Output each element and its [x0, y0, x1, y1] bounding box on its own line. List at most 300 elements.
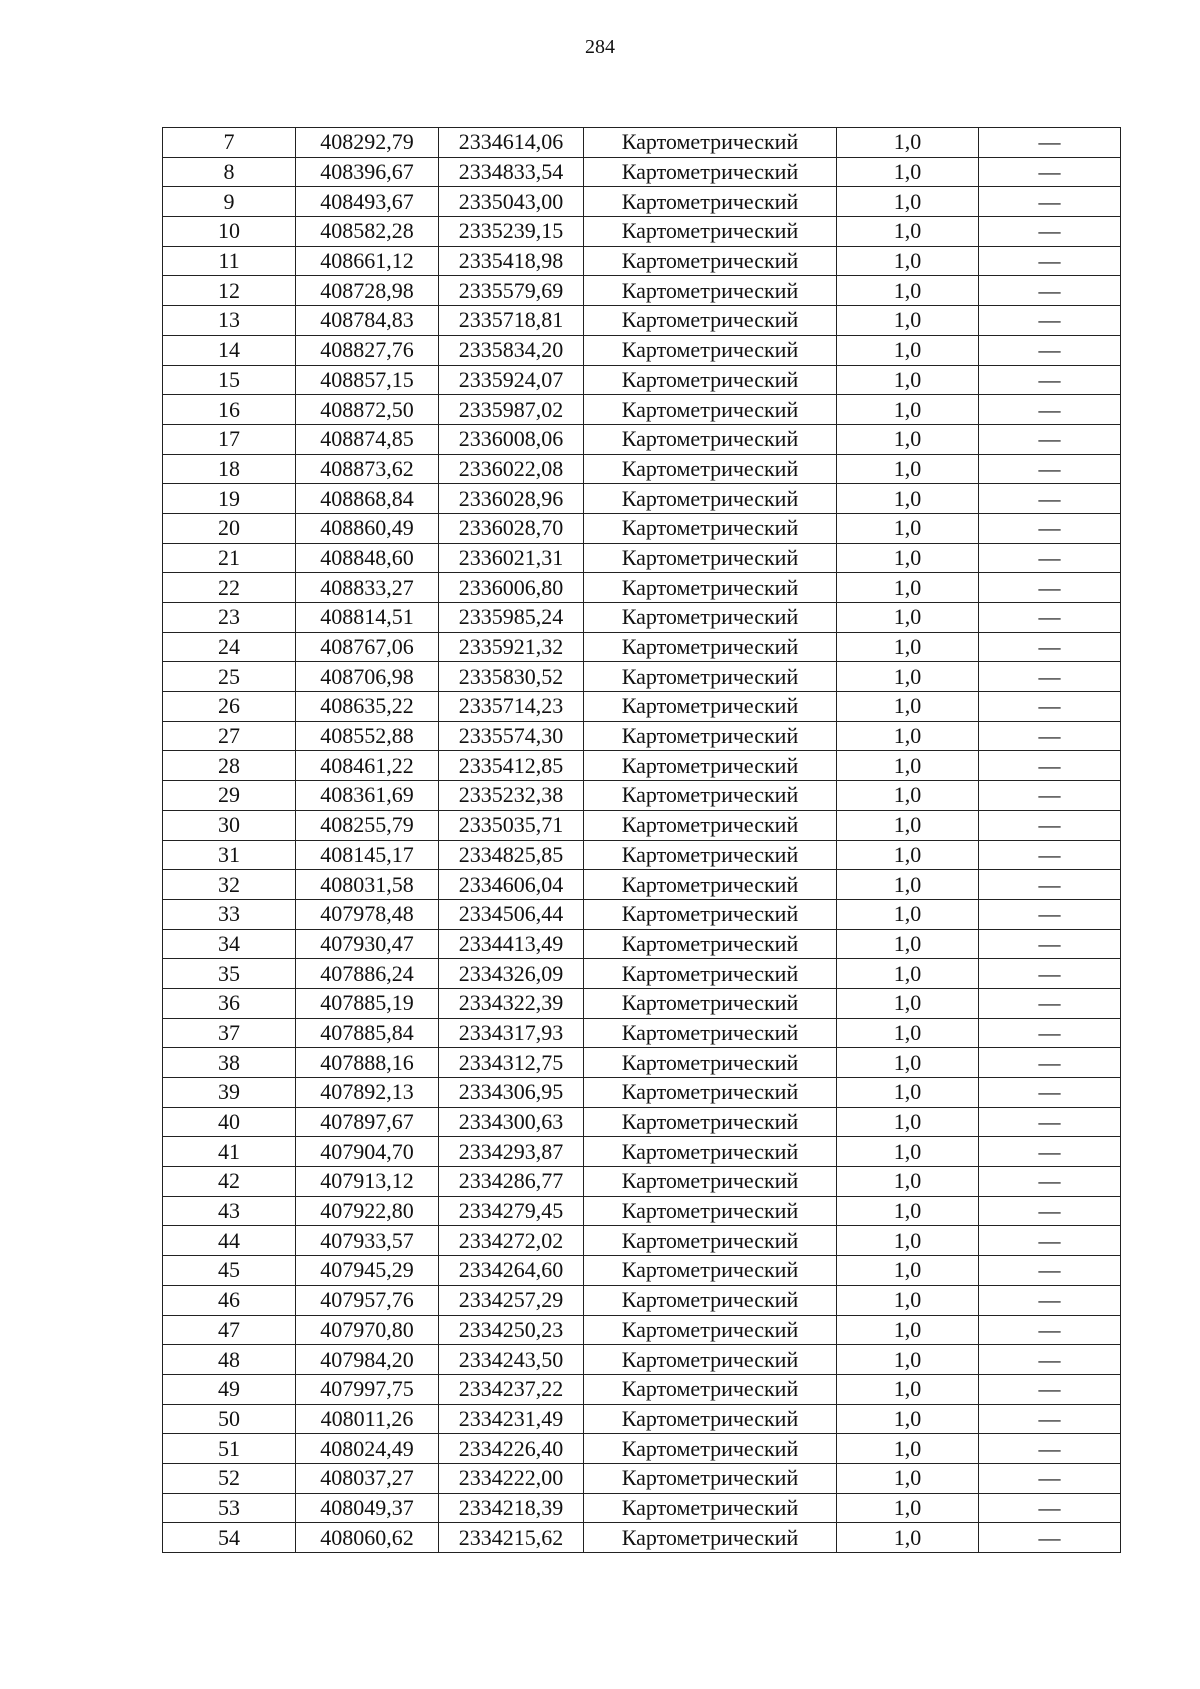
point-number-cell: 37: [163, 1018, 296, 1048]
note-cell: —: [979, 751, 1121, 781]
point-number-cell: 29: [163, 781, 296, 811]
y-coordinate-cell: 2334215,62: [439, 1523, 584, 1553]
y-coordinate-cell: 2334250,23: [439, 1315, 584, 1345]
x-coordinate-cell: 407885,19: [296, 988, 439, 1018]
note-cell: —: [979, 929, 1121, 959]
point-number-cell: 41: [163, 1137, 296, 1167]
x-coordinate-cell: 408635,22: [296, 692, 439, 722]
point-number-cell: 25: [163, 662, 296, 692]
accuracy-cell: 1,0: [837, 395, 979, 425]
method-cell: Картометрический: [584, 1107, 837, 1137]
note-cell: —: [979, 840, 1121, 870]
method-cell: Картометрический: [584, 1256, 837, 1286]
table-row: [163, 1285, 1121, 1315]
table-row: [163, 1493, 1121, 1523]
method-cell: Картометрический: [584, 395, 837, 425]
method-cell: Картометрический: [584, 1523, 837, 1553]
table-row: [163, 395, 1121, 425]
accuracy-cell: 1,0: [837, 1018, 979, 1048]
method-cell: Картометрический: [584, 721, 837, 751]
y-coordinate-cell: 2335239,15: [439, 217, 584, 247]
accuracy-cell: 1,0: [837, 573, 979, 603]
accuracy-cell: 1,0: [837, 632, 979, 662]
y-coordinate-cell: 2334257,29: [439, 1285, 584, 1315]
y-coordinate-cell: 2336028,70: [439, 513, 584, 543]
x-coordinate-cell: 408874,85: [296, 424, 439, 454]
method-cell: Картометрический: [584, 246, 837, 276]
x-coordinate-cell: 408833,27: [296, 573, 439, 603]
note-cell: —: [979, 1493, 1121, 1523]
x-coordinate-cell: 407984,20: [296, 1345, 439, 1375]
point-number-cell: 36: [163, 988, 296, 1018]
accuracy-cell: 1,0: [837, 1137, 979, 1167]
x-coordinate-cell: 408011,26: [296, 1404, 439, 1434]
y-coordinate-cell: 2336028,96: [439, 484, 584, 514]
point-number-cell: 33: [163, 899, 296, 929]
point-number-cell: 44: [163, 1226, 296, 1256]
note-cell: —: [979, 217, 1121, 247]
x-coordinate-cell: 408493,67: [296, 187, 439, 217]
accuracy-cell: 1,0: [837, 692, 979, 722]
x-coordinate-cell: 407933,57: [296, 1226, 439, 1256]
note-cell: —: [979, 1285, 1121, 1315]
note-cell: —: [979, 1167, 1121, 1197]
y-coordinate-cell: 2335987,02: [439, 395, 584, 425]
y-coordinate-cell: 2335412,85: [439, 751, 584, 781]
table-row: [163, 1434, 1121, 1464]
x-coordinate-cell: 408860,49: [296, 513, 439, 543]
y-coordinate-cell: 2335834,20: [439, 335, 584, 365]
method-cell: Картометрический: [584, 632, 837, 662]
point-number-cell: 11: [163, 246, 296, 276]
y-coordinate-cell: 2335830,52: [439, 662, 584, 692]
table-row: [163, 513, 1121, 543]
x-coordinate-cell: 407888,16: [296, 1048, 439, 1078]
table-row: [163, 1226, 1121, 1256]
point-number-cell: 12: [163, 276, 296, 306]
note-cell: —: [979, 1434, 1121, 1464]
accuracy-cell: 1,0: [837, 899, 979, 929]
point-number-cell: 19: [163, 484, 296, 514]
point-number-cell: 20: [163, 513, 296, 543]
accuracy-cell: 1,0: [837, 1256, 979, 1286]
x-coordinate-cell: 408661,12: [296, 246, 439, 276]
note-cell: —: [979, 662, 1121, 692]
table-row: [163, 959, 1121, 989]
table-row: [163, 246, 1121, 276]
point-number-cell: 31: [163, 840, 296, 870]
page-number: 284: [585, 36, 615, 58]
method-cell: Картометрический: [584, 1345, 837, 1375]
table-row: [163, 692, 1121, 722]
method-cell: Картометрический: [584, 484, 837, 514]
x-coordinate-cell: 408396,67: [296, 157, 439, 187]
point-number-cell: 51: [163, 1434, 296, 1464]
table-row: [163, 1048, 1121, 1078]
table-row: [163, 1196, 1121, 1226]
note-cell: —: [979, 395, 1121, 425]
y-coordinate-cell: 2334606,04: [439, 870, 584, 900]
point-number-cell: 8: [163, 157, 296, 187]
note-cell: —: [979, 1078, 1121, 1108]
y-coordinate-cell: 2334286,77: [439, 1167, 584, 1197]
note-cell: —: [979, 276, 1121, 306]
table-row: [163, 1078, 1121, 1108]
y-coordinate-cell: 2334243,50: [439, 1345, 584, 1375]
accuracy-cell: 1,0: [837, 335, 979, 365]
y-coordinate-cell: 2334322,39: [439, 988, 584, 1018]
method-cell: Картометрический: [584, 1018, 837, 1048]
table-row: [163, 1137, 1121, 1167]
accuracy-cell: 1,0: [837, 1285, 979, 1315]
y-coordinate-cell: 2334231,49: [439, 1404, 584, 1434]
note-cell: —: [979, 484, 1121, 514]
method-cell: Картометрический: [584, 781, 837, 811]
method-cell: Картометрический: [584, 840, 837, 870]
note-cell: —: [979, 543, 1121, 573]
table-row: [163, 365, 1121, 395]
point-number-cell: 46: [163, 1285, 296, 1315]
accuracy-cell: 1,0: [837, 187, 979, 217]
y-coordinate-cell: 2334272,02: [439, 1226, 584, 1256]
note-cell: —: [979, 513, 1121, 543]
table-row: [163, 1463, 1121, 1493]
method-cell: Картометрический: [584, 424, 837, 454]
x-coordinate-cell: 408827,76: [296, 335, 439, 365]
point-number-cell: 30: [163, 810, 296, 840]
method-cell: Картометрический: [584, 1048, 837, 1078]
table-row: [163, 1256, 1121, 1286]
x-coordinate-cell: 407978,48: [296, 899, 439, 929]
table-row: [163, 632, 1121, 662]
method-cell: Картометрический: [584, 692, 837, 722]
point-number-cell: 10: [163, 217, 296, 247]
x-coordinate-cell: 407930,47: [296, 929, 439, 959]
point-number-cell: 21: [163, 543, 296, 573]
accuracy-cell: 1,0: [837, 246, 979, 276]
accuracy-cell: 1,0: [837, 484, 979, 514]
table-row: [163, 1345, 1121, 1375]
y-coordinate-cell: 2335718,81: [439, 306, 584, 336]
table-row: [163, 662, 1121, 692]
point-number-cell: 48: [163, 1345, 296, 1375]
point-number-cell: 52: [163, 1463, 296, 1493]
y-coordinate-cell: 2334413,49: [439, 929, 584, 959]
accuracy-cell: 1,0: [837, 1048, 979, 1078]
y-coordinate-cell: 2336006,80: [439, 573, 584, 603]
point-number-cell: 17: [163, 424, 296, 454]
table-row: [163, 929, 1121, 959]
point-number-cell: 42: [163, 1167, 296, 1197]
y-coordinate-cell: 2335985,24: [439, 603, 584, 633]
note-cell: —: [979, 573, 1121, 603]
method-cell: Картометрический: [584, 1078, 837, 1108]
table-row: [163, 751, 1121, 781]
x-coordinate-cell: 408255,79: [296, 810, 439, 840]
note-cell: —: [979, 810, 1121, 840]
y-coordinate-cell: 2335924,07: [439, 365, 584, 395]
x-coordinate-cell: 408582,28: [296, 217, 439, 247]
method-cell: Картометрический: [584, 1434, 837, 1464]
x-coordinate-cell: 408292,79: [296, 128, 439, 158]
table-row: [163, 781, 1121, 811]
x-coordinate-cell: 407913,12: [296, 1167, 439, 1197]
table-row: [163, 306, 1121, 336]
method-cell: Картометрический: [584, 810, 837, 840]
table-row: [163, 810, 1121, 840]
point-number-cell: 18: [163, 454, 296, 484]
accuracy-cell: 1,0: [837, 1493, 979, 1523]
y-coordinate-cell: 2334218,39: [439, 1493, 584, 1523]
table-row: [163, 484, 1121, 514]
accuracy-cell: 1,0: [837, 603, 979, 633]
method-cell: Картометрический: [584, 335, 837, 365]
note-cell: —: [979, 692, 1121, 722]
table-row: [163, 543, 1121, 573]
method-cell: Картометрический: [584, 929, 837, 959]
x-coordinate-cell: 408024,49: [296, 1434, 439, 1464]
note-cell: —: [979, 1463, 1121, 1493]
note-cell: —: [979, 721, 1121, 751]
y-coordinate-cell: 2335035,71: [439, 810, 584, 840]
x-coordinate-cell: 408461,22: [296, 751, 439, 781]
accuracy-cell: 1,0: [837, 1345, 979, 1375]
method-cell: Картометрический: [584, 128, 837, 158]
x-coordinate-cell: 407997,75: [296, 1374, 439, 1404]
method-cell: Картометрический: [584, 899, 837, 929]
note-cell: —: [979, 988, 1121, 1018]
point-number-cell: 49: [163, 1374, 296, 1404]
x-coordinate-cell: 408037,27: [296, 1463, 439, 1493]
method-cell: Картометрический: [584, 513, 837, 543]
table-row: [163, 276, 1121, 306]
point-number-cell: 16: [163, 395, 296, 425]
point-number-cell: 22: [163, 573, 296, 603]
table-row: [163, 1167, 1121, 1197]
note-cell: —: [979, 781, 1121, 811]
point-number-cell: 45: [163, 1256, 296, 1286]
accuracy-cell: 1,0: [837, 751, 979, 781]
x-coordinate-cell: 407922,80: [296, 1196, 439, 1226]
y-coordinate-cell: 2334326,09: [439, 959, 584, 989]
method-cell: Картометрический: [584, 157, 837, 187]
point-number-cell: 53: [163, 1493, 296, 1523]
y-coordinate-cell: 2334825,85: [439, 840, 584, 870]
note-cell: —: [979, 128, 1121, 158]
table-row: [163, 1315, 1121, 1345]
table-row: [163, 187, 1121, 217]
accuracy-cell: 1,0: [837, 810, 979, 840]
x-coordinate-cell: 408060,62: [296, 1523, 439, 1553]
x-coordinate-cell: 407886,24: [296, 959, 439, 989]
point-number-cell: 27: [163, 721, 296, 751]
table-row: [163, 721, 1121, 751]
x-coordinate-cell: 407970,80: [296, 1315, 439, 1345]
y-coordinate-cell: 2334237,22: [439, 1374, 584, 1404]
x-coordinate-cell: 407892,13: [296, 1078, 439, 1108]
y-coordinate-cell: 2336021,31: [439, 543, 584, 573]
point-number-cell: 28: [163, 751, 296, 781]
accuracy-cell: 1,0: [837, 781, 979, 811]
method-cell: Картометрический: [584, 573, 837, 603]
method-cell: Картометрический: [584, 276, 837, 306]
method-cell: Картометрический: [584, 454, 837, 484]
y-coordinate-cell: 2334614,06: [439, 128, 584, 158]
method-cell: Картометрический: [584, 306, 837, 336]
x-coordinate-cell: 407957,76: [296, 1285, 439, 1315]
method-cell: Картометрический: [584, 1374, 837, 1404]
x-coordinate-cell: 408361,69: [296, 781, 439, 811]
x-coordinate-cell: 408145,17: [296, 840, 439, 870]
y-coordinate-cell: 2334222,00: [439, 1463, 584, 1493]
point-number-cell: 43: [163, 1196, 296, 1226]
y-coordinate-cell: 2335043,00: [439, 187, 584, 217]
x-coordinate-cell: 408868,84: [296, 484, 439, 514]
table-row: [163, 573, 1121, 603]
table-row: [163, 870, 1121, 900]
point-number-cell: 38: [163, 1048, 296, 1078]
y-coordinate-cell: 2335579,69: [439, 276, 584, 306]
point-number-cell: 14: [163, 335, 296, 365]
accuracy-cell: 1,0: [837, 1523, 979, 1553]
note-cell: —: [979, 454, 1121, 484]
accuracy-cell: 1,0: [837, 1374, 979, 1404]
point-number-cell: 9: [163, 187, 296, 217]
accuracy-cell: 1,0: [837, 1196, 979, 1226]
accuracy-cell: 1,0: [837, 454, 979, 484]
method-cell: Картометрический: [584, 751, 837, 781]
method-cell: Картометрический: [584, 1137, 837, 1167]
x-coordinate-cell: 408872,50: [296, 395, 439, 425]
method-cell: Картометрический: [584, 187, 837, 217]
accuracy-cell: 1,0: [837, 1463, 979, 1493]
method-cell: Картометрический: [584, 1404, 837, 1434]
y-coordinate-cell: 2334226,40: [439, 1434, 584, 1464]
x-coordinate-cell: 408784,83: [296, 306, 439, 336]
accuracy-cell: 1,0: [837, 365, 979, 395]
y-coordinate-cell: 2334293,87: [439, 1137, 584, 1167]
point-number-cell: 47: [163, 1315, 296, 1345]
method-cell: Картометрический: [584, 1463, 837, 1493]
method-cell: Картометрический: [584, 1285, 837, 1315]
x-coordinate-cell: 408857,15: [296, 365, 439, 395]
point-number-cell: 26: [163, 692, 296, 722]
accuracy-cell: 1,0: [837, 424, 979, 454]
x-coordinate-cell: 408767,06: [296, 632, 439, 662]
accuracy-cell: 1,0: [837, 721, 979, 751]
x-coordinate-cell: 408031,58: [296, 870, 439, 900]
accuracy-cell: 1,0: [837, 543, 979, 573]
note-cell: —: [979, 365, 1121, 395]
note-cell: —: [979, 603, 1121, 633]
x-coordinate-cell: 408552,88: [296, 721, 439, 751]
note-cell: —: [979, 1315, 1121, 1345]
note-cell: —: [979, 246, 1121, 276]
accuracy-cell: 1,0: [837, 1107, 979, 1137]
x-coordinate-cell: 408873,62: [296, 454, 439, 484]
point-number-cell: 32: [163, 870, 296, 900]
note-cell: —: [979, 1374, 1121, 1404]
note-cell: —: [979, 157, 1121, 187]
accuracy-cell: 1,0: [837, 959, 979, 989]
note-cell: —: [979, 424, 1121, 454]
y-coordinate-cell: 2334506,44: [439, 899, 584, 929]
y-coordinate-cell: 2334306,95: [439, 1078, 584, 1108]
y-coordinate-cell: 2334317,93: [439, 1018, 584, 1048]
accuracy-cell: 1,0: [837, 1404, 979, 1434]
x-coordinate-cell: 408049,37: [296, 1493, 439, 1523]
note-cell: —: [979, 959, 1121, 989]
table-row: [163, 454, 1121, 484]
method-cell: Картометрический: [584, 217, 837, 247]
table-row: [163, 128, 1121, 158]
y-coordinate-cell: 2335921,32: [439, 632, 584, 662]
point-number-cell: 24: [163, 632, 296, 662]
y-coordinate-cell: 2335714,23: [439, 692, 584, 722]
accuracy-cell: 1,0: [837, 306, 979, 336]
coordinates-table: [162, 127, 1121, 1553]
note-cell: —: [979, 1107, 1121, 1137]
accuracy-cell: 1,0: [837, 1078, 979, 1108]
x-coordinate-cell: 407885,84: [296, 1018, 439, 1048]
note-cell: —: [979, 306, 1121, 336]
note-cell: —: [979, 632, 1121, 662]
method-cell: Картометрический: [584, 1226, 837, 1256]
method-cell: Картометрический: [584, 365, 837, 395]
method-cell: Картометрический: [584, 543, 837, 573]
note-cell: —: [979, 335, 1121, 365]
table-row: [163, 1107, 1121, 1137]
method-cell: Картометрический: [584, 1167, 837, 1197]
method-cell: Картометрический: [584, 1315, 837, 1345]
note-cell: —: [979, 1256, 1121, 1286]
note-cell: —: [979, 899, 1121, 929]
point-number-cell: 39: [163, 1078, 296, 1108]
note-cell: —: [979, 870, 1121, 900]
table-row: [163, 1523, 1121, 1553]
y-coordinate-cell: 2336022,08: [439, 454, 584, 484]
table-row: [163, 603, 1121, 633]
point-number-cell: 23: [163, 603, 296, 633]
method-cell: Картометрический: [584, 662, 837, 692]
x-coordinate-cell: 407904,70: [296, 1137, 439, 1167]
table-row: [163, 899, 1121, 929]
table-row: [163, 840, 1121, 870]
coordinates-table-body: [163, 128, 1121, 1553]
note-cell: —: [979, 1196, 1121, 1226]
point-number-cell: 35: [163, 959, 296, 989]
point-number-cell: 34: [163, 929, 296, 959]
x-coordinate-cell: 407897,67: [296, 1107, 439, 1137]
note-cell: —: [979, 1345, 1121, 1375]
x-coordinate-cell: 408728,98: [296, 276, 439, 306]
point-number-cell: 54: [163, 1523, 296, 1553]
note-cell: —: [979, 1137, 1121, 1167]
table-row: [163, 217, 1121, 247]
point-number-cell: 40: [163, 1107, 296, 1137]
method-cell: Картометрический: [584, 988, 837, 1018]
accuracy-cell: 1,0: [837, 128, 979, 158]
note-cell: —: [979, 1018, 1121, 1048]
note-cell: —: [979, 1226, 1121, 1256]
table-row: [163, 335, 1121, 365]
y-coordinate-cell: 2336008,06: [439, 424, 584, 454]
table-row: [163, 157, 1121, 187]
method-cell: Картометрический: [584, 870, 837, 900]
y-coordinate-cell: 2335574,30: [439, 721, 584, 751]
note-cell: —: [979, 1404, 1121, 1434]
accuracy-cell: 1,0: [837, 1226, 979, 1256]
